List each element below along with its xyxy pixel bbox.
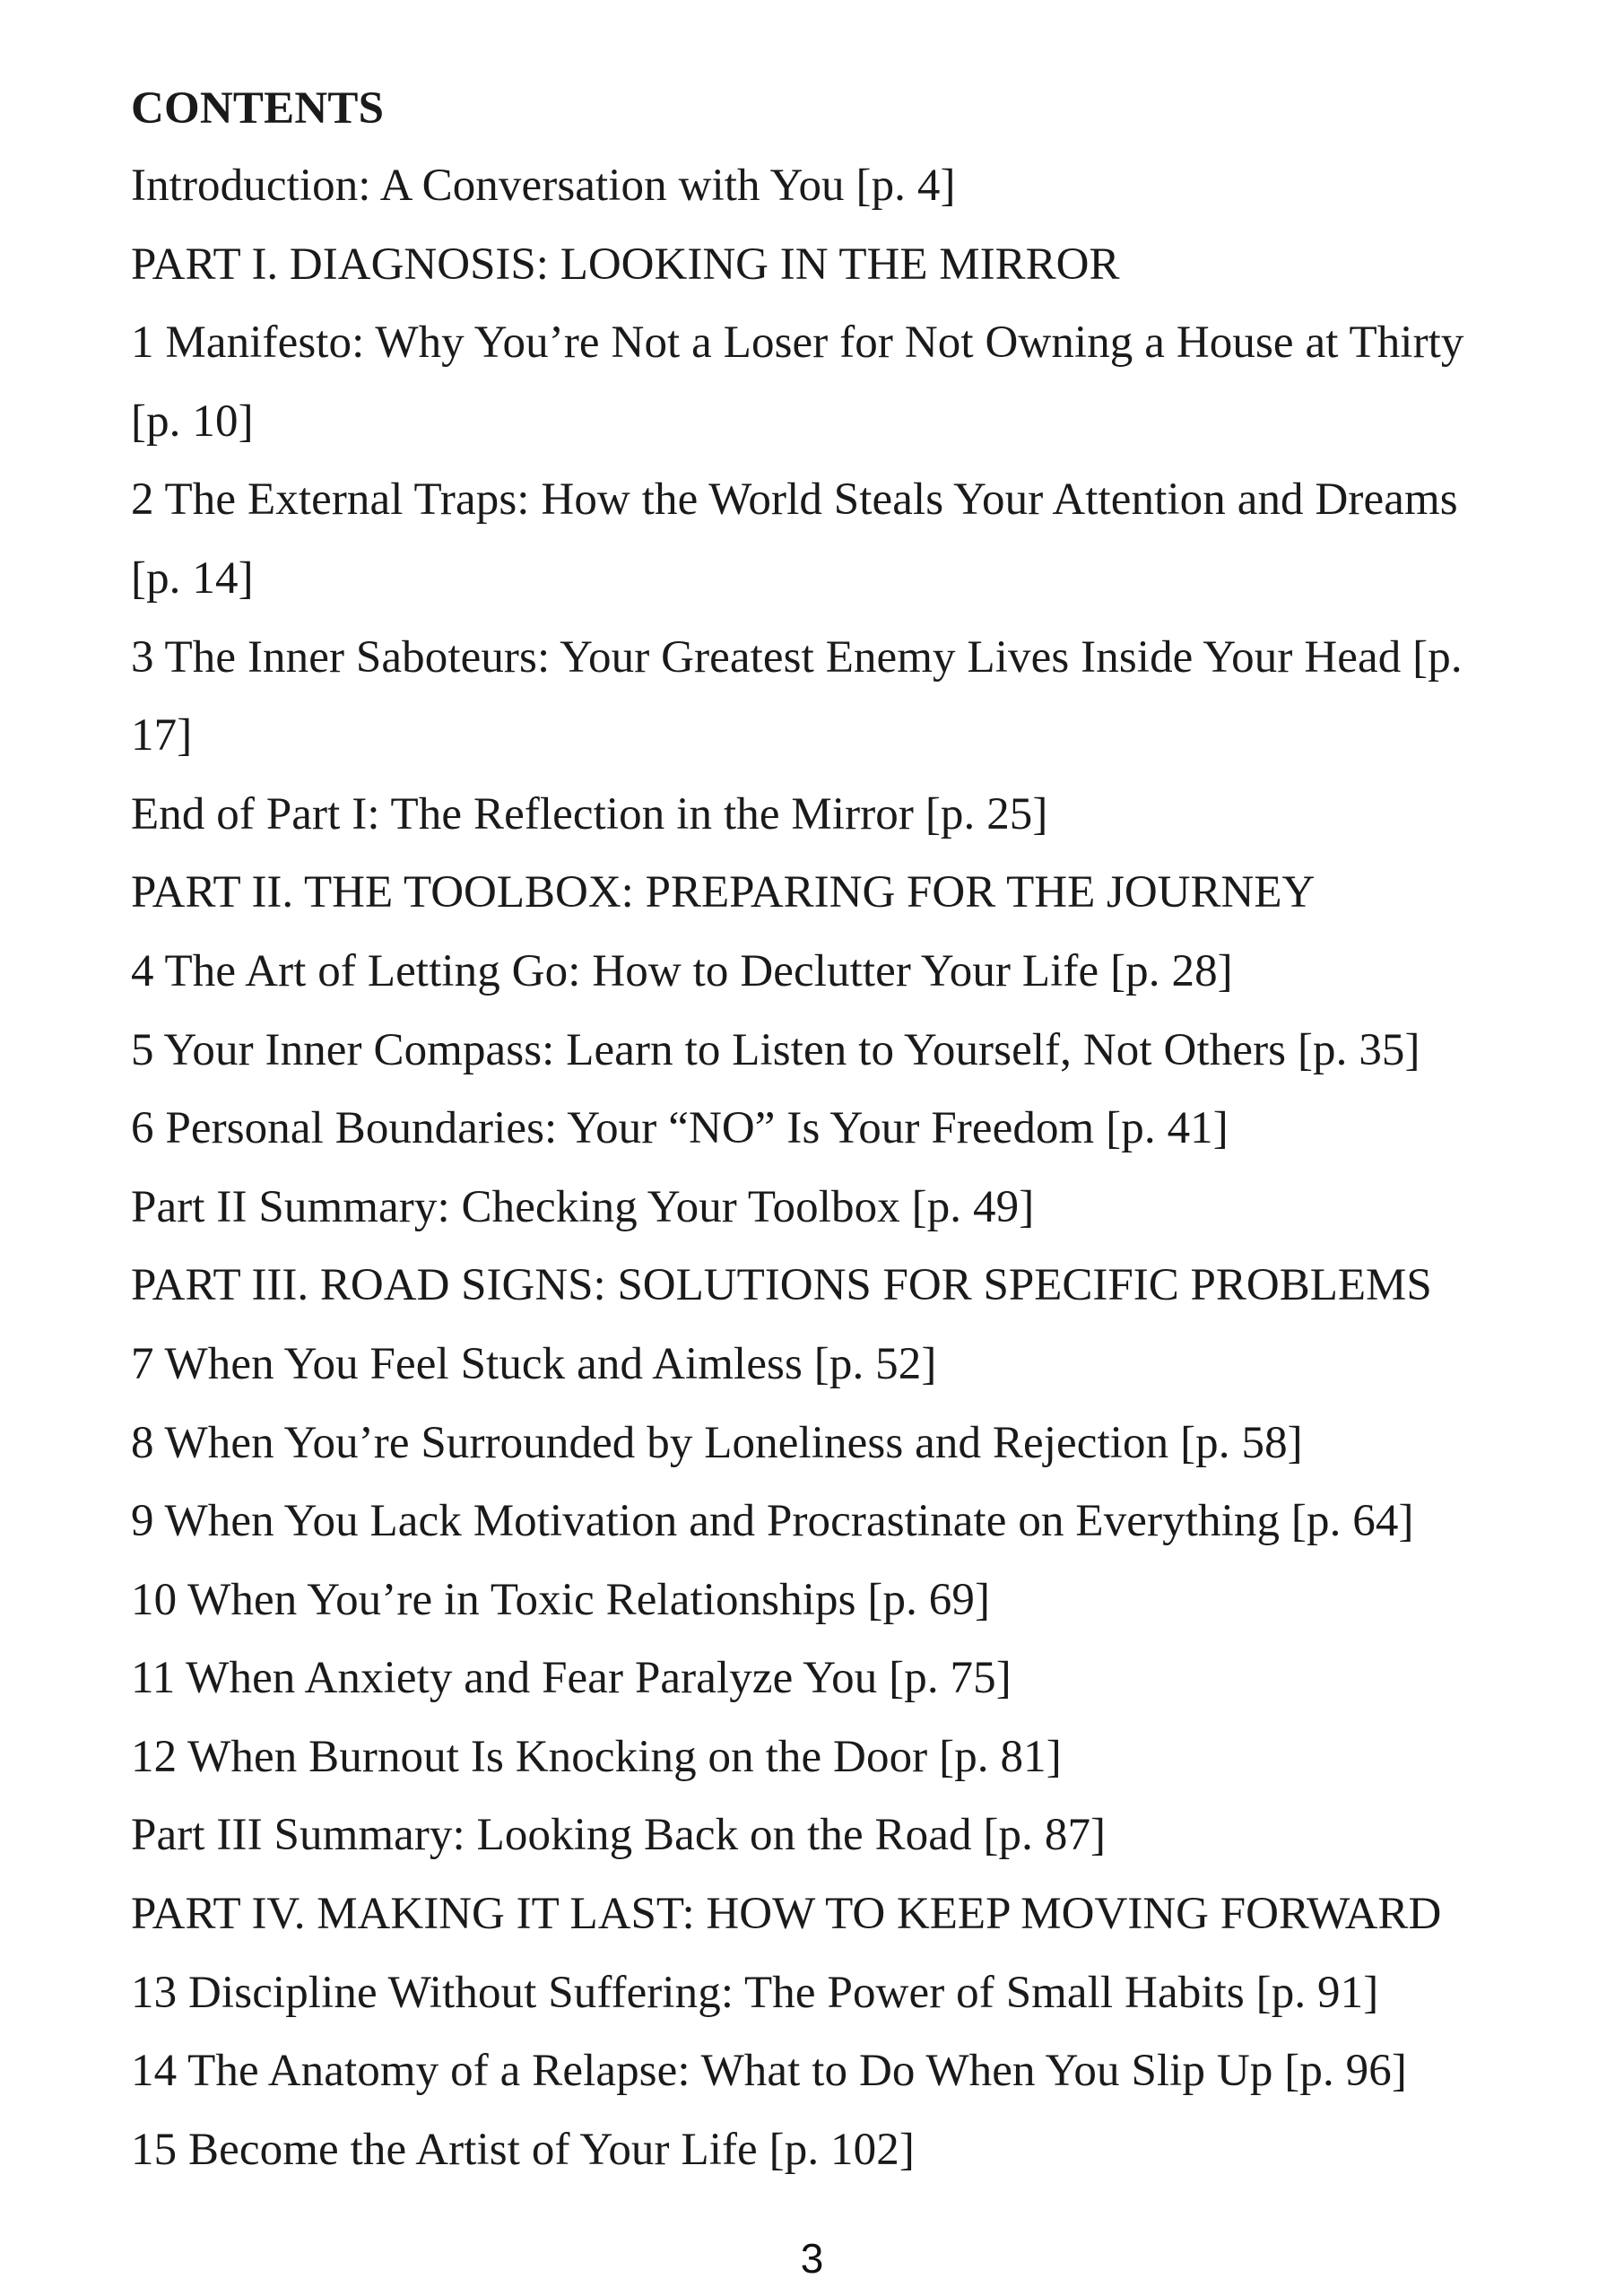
toc-entry-chapter-6: 6 Personal Boundaries: Your “NO” Is Your Freedom [p. 41] xyxy=(131,1103,1229,1154)
toc-entry-chapter-9: 9 When You Lack Motivation and Procrastinate on Everything [p. 64] xyxy=(131,1496,1414,1547)
toc-entry-chapter-13: 13 Discipline Without Suffering: The Power of Small Habits [p. 91] xyxy=(131,1967,1379,2018)
toc-entry-chapter-3-page: 17] xyxy=(131,710,193,761)
toc-entry-chapter-12: 12 When Burnout Is Knocking on the Door [p. 81] xyxy=(131,1731,1062,1782)
toc-entry-part-2-summary: Part II Summary: Checking Your Toolbox [p. 49] xyxy=(131,1181,1035,1232)
toc-entry-chapter-8: 8 When You’re Surrounded by Loneliness and Rejection [p. 58] xyxy=(131,1417,1303,1468)
toc-entry-chapter-2: 2 The External Traps: How the World Steals Your Attention and Dreams xyxy=(131,474,1458,526)
toc-part-1-heading: PART I. DIAGNOSIS: LOOKING IN THE MIRROR xyxy=(131,239,1120,290)
table-of-contents xyxy=(131,70,1566,2189)
page-number: 3 xyxy=(800,2235,824,2282)
toc-part-2-heading: PART II. THE TOOLBOX: PREPARING FOR THE JOURNEY xyxy=(131,867,1316,918)
toc-part-3-heading: PART III. ROAD SIGNS: SOLUTIONS FOR SPECIFIC PROBLEMS xyxy=(131,1260,1432,1311)
toc-entry-chapter-3: 3 The Inner Saboteurs: Your Greatest Enemy Lives Inside Your Head [p. xyxy=(131,631,1463,683)
toc-entry-chapter-10: 10 When You’re in Toxic Relationships [p. 69] xyxy=(131,1574,991,1625)
toc-entry-part-3-summary: Part III Summary: Looking Back on the Road [p. 87] xyxy=(131,1810,1107,1861)
toc-entry-chapter-5: 5 Your Inner Compass: Learn to Listen to Yourself, Not Others [p. 35] xyxy=(131,1024,1420,1075)
toc-entry-chapter-1-page: [p. 10] xyxy=(131,396,254,447)
toc-entry-chapter-1: 1 Manifesto: Why You’re Not a Loser for Not Owning a House at Thirty xyxy=(131,317,1464,369)
toc-entry-chapter-11: 11 When Anxiety and Fear Paralyze You [p. 75] xyxy=(131,1653,1012,1704)
toc-entry-chapter-2-page: [p. 14] xyxy=(131,552,254,604)
contents-heading: CONTENTS xyxy=(131,83,385,134)
toc-entry-chapter-4: 4 The Art of Letting Go: How to Declutter Your Life [p. 28] xyxy=(131,945,1233,996)
toc-entry-part-1-end: End of Part I: The Reflection in the Mirror [p. 25] xyxy=(131,788,1048,839)
toc-entry-chapter-14: 14 The Anatomy of a Relapse: What to Do When You Slip Up [p. 96] xyxy=(131,2046,1407,2097)
toc-entry-introduction: Introduction: A Conversation with You [p. 4] xyxy=(131,161,956,211)
toc-part-4-heading: PART IV. MAKING IT LAST: HOW TO KEEP MOVING FORWARD xyxy=(131,1889,1442,1940)
toc-entry-chapter-15: 15 Become the Artist of Your Life [p. 102] xyxy=(131,2124,915,2175)
toc-entry-chapter-7: 7 When You Feel Stuck and Aimless [p. 52] xyxy=(131,1338,937,1389)
